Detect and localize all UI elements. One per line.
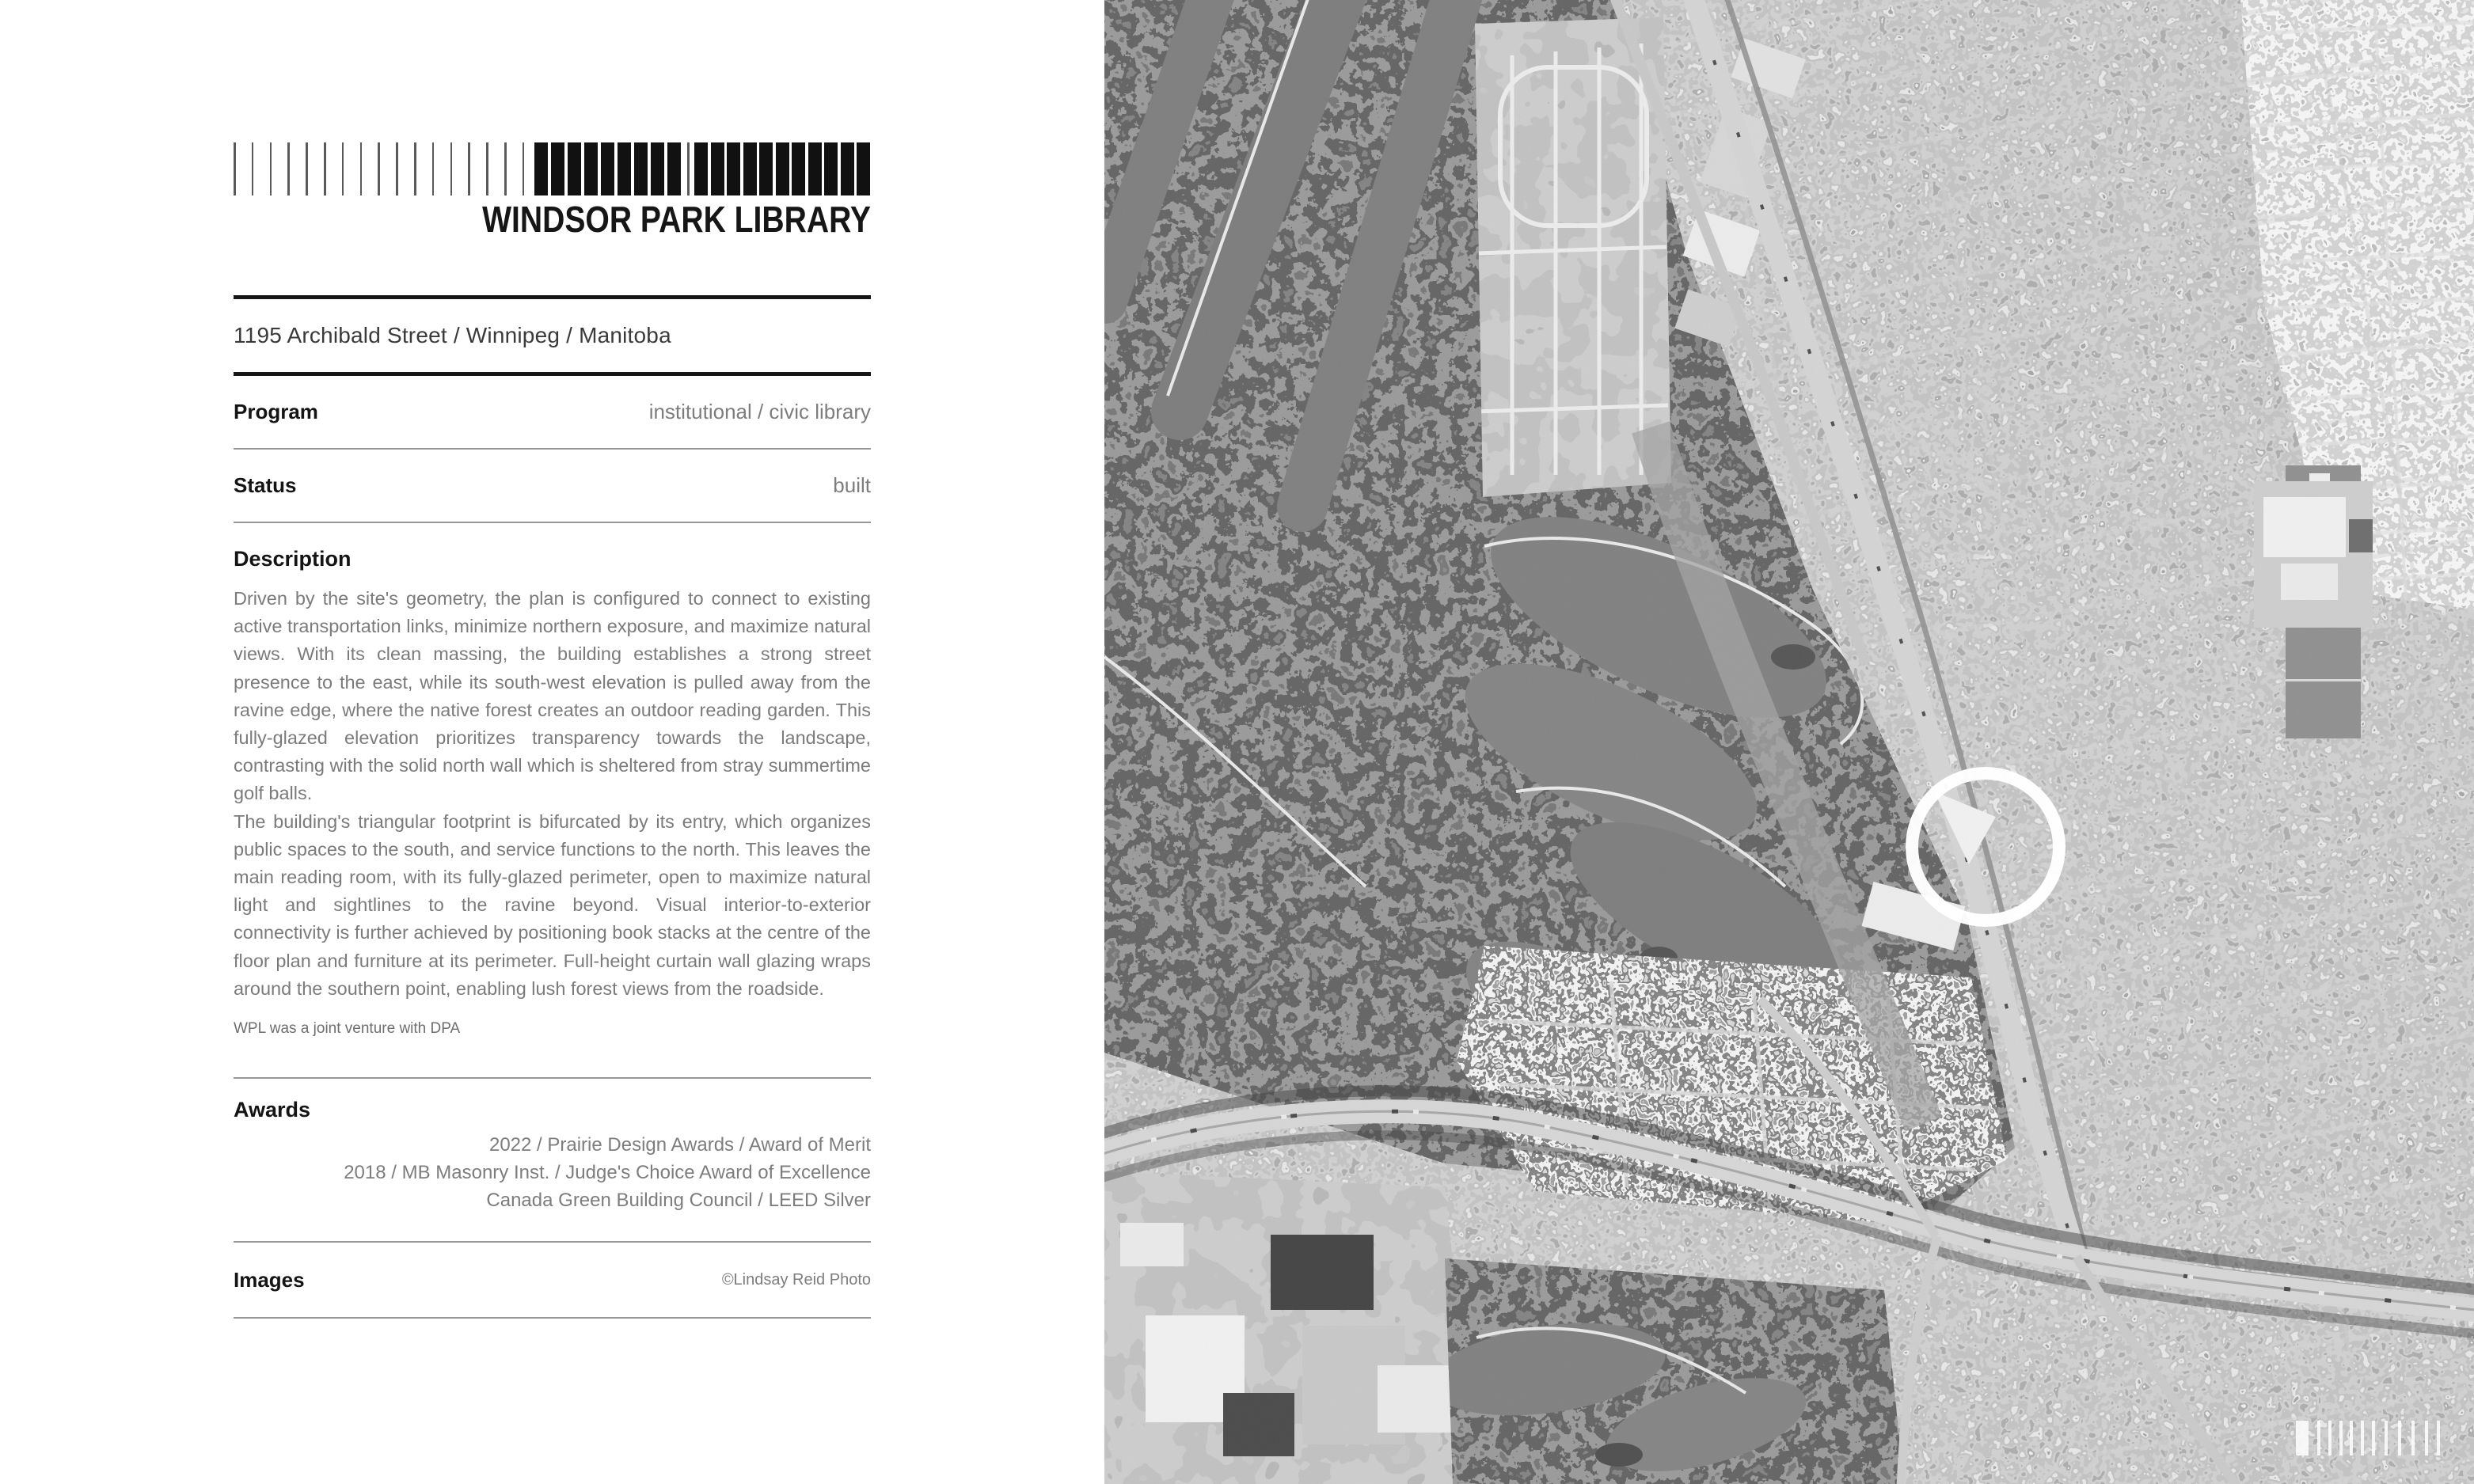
status-value: built: [833, 473, 871, 497]
barcode-bar: [252, 142, 254, 195]
barcode-bar: [287, 142, 290, 195]
barcode-bar: [360, 142, 363, 195]
status-row: [234, 450, 871, 522]
description-paragraph: The building's triangular footprint is bifurcated by its entry, which organizes public spaces to the south, and service functions to the north. This leaves the main reading room, with its fully-glazed perimeter, open to maximize natural light and sightlines to the ravine beyond. Visual interior-to-exterior connectivity is further achieved by positioning book stacks at the centre of the floor plan and furniture at its perimeter. Full-height curtain wall glazing wraps around the southern point, enabling lush forest views from the roadside.: [234, 810, 871, 999]
barcode-bar: [667, 142, 681, 195]
awards-heading: Awards: [234, 1098, 311, 1122]
program-label: Program: [234, 400, 318, 423]
barcode-bar: [568, 142, 581, 195]
program-row: [234, 376, 871, 448]
award-item: 2018 / MB Masonry Inst. / Judge's Choice Award of Excellence: [344, 1162, 871, 1184]
aerial-photo: [1104, 0, 2474, 1484]
barcode-bar: [414, 142, 416, 195]
project-address: 1195 Archibald Street / Winnipeg / Manitoba: [234, 323, 671, 347]
barcode-bar: [468, 142, 470, 195]
images-label: Images: [234, 1267, 305, 1292]
awards-list: [234, 1131, 871, 1214]
barcode-bar: [601, 142, 614, 195]
barcode-bar: [687, 142, 690, 195]
address-row: [234, 299, 871, 372]
barcode-bar: [711, 142, 724, 195]
barcode-bar: [378, 142, 380, 195]
barcode-bar: [551, 142, 564, 195]
barcode-bar: [523, 142, 525, 195]
description-paragraph: Driven by the site's geometry, the plan is configured to connect to existing active transportation links, minimize northern exposure, and maximize natural views. With its clean massing, the building establishes a strong street presence to the east, while its south-west elevation is pulled away from the ravine edge, where the native forest creates an outdoor reading garden. This fully-glazed elevation prioritizes transparency towards the landscape, contrasting with the solid north wall which is sheltered from stray summertime golf balls.: [234, 588, 871, 804]
photo-credit: ©Lindsay Reid Photo: [721, 1270, 871, 1289]
barcode-bar: [618, 142, 631, 195]
barcode-bar: [306, 142, 308, 195]
barcode-bar: [234, 142, 236, 195]
barcode-bar: [824, 142, 838, 195]
barcode-bar: [396, 142, 398, 195]
status-label: Status: [234, 473, 297, 497]
project-title: WINDSOR PARK LIBRARY: [482, 199, 871, 240]
barcode-bar: [776, 142, 789, 195]
barcode-bar: [651, 142, 664, 195]
images-row: [234, 1243, 871, 1317]
barcode-logo-icon: [234, 142, 871, 195]
barcode-bar: [432, 142, 435, 195]
barcode-bar: [486, 142, 488, 195]
barcode-bar: [759, 142, 773, 195]
award-item: 2022 / Prairie Design Awards / Award of Merit: [488, 1134, 871, 1156]
barcode-bar: [534, 142, 548, 195]
description-text: [234, 585, 871, 1003]
barcode-bar: [270, 142, 272, 195]
award-item: Canada Green Building Council / LEED Silver: [486, 1190, 871, 1212]
divider-thin: [234, 522, 871, 523]
barcode-bar: [324, 142, 326, 195]
barcode-bar: [504, 142, 507, 195]
divider-thin: [234, 1077, 871, 1079]
barcode-bar: [694, 142, 708, 195]
barcode-bar: [450, 142, 453, 195]
barcode-bar: [792, 142, 805, 195]
description-heading: Description: [234, 547, 352, 571]
barcode-bar: [857, 142, 870, 195]
joint-venture-note: WPL was a joint venture with DPA: [234, 1020, 461, 1038]
barcode-bar: [584, 142, 598, 195]
barcode-bar: [342, 142, 344, 195]
barcode-bar: [743, 142, 757, 195]
photo-grain: [1104, 0, 2474, 1484]
divider-thin: [234, 1317, 871, 1319]
program-value: institutional / civic library: [648, 400, 871, 423]
info-panel: [234, 0, 871, 1319]
barcode-bar: [841, 142, 854, 195]
barcode-bar: [727, 142, 740, 195]
barcode-bar: [808, 142, 822, 195]
barcode-bar: [634, 142, 648, 195]
